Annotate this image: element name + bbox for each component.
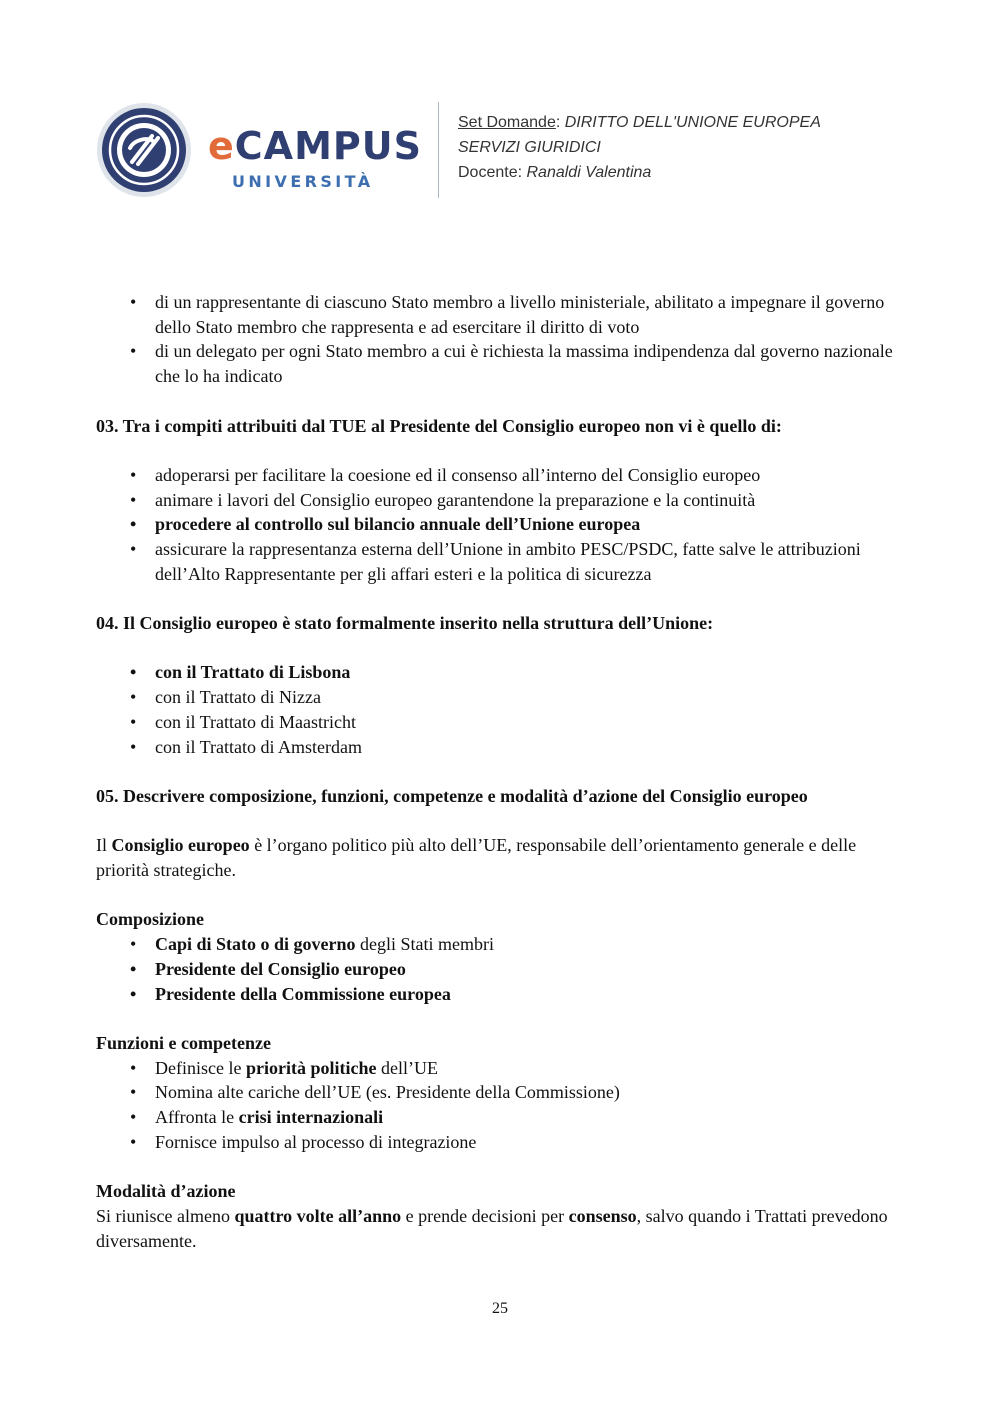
header-course-line: [458, 135, 821, 160]
header-docente-line: [458, 160, 821, 185]
correct-answer: • procedere al controllo sul bilancio annuale dell’Unione europea: [96, 512, 906, 537]
question-04-options: [96, 660, 906, 759]
list-item: • di un delegato per ogni Stato membro a cui è richiesta la massima indipendenza dal governo nazionale che lo ha indicato: [96, 339, 906, 388]
list-item: • con il Trattato di Nizza: [96, 685, 906, 710]
list-item: • Presidente della Commissione europea: [96, 982, 906, 1007]
wordmark-subtitle: UNIVERSITÀ: [232, 172, 374, 191]
question-04: 04. Il Consiglio europeo è stato formalmente inserito nella struttura dell’Unione:: [96, 613, 714, 634]
course-value: SERVIZI GIURIDICI: [458, 139, 601, 156]
modalita-text: Si riunisce almeno quattro volte all’anno e prende decisioni per consenso, salvo quando i Trattati prevedono diversamente.: [96, 1205, 888, 1251]
page-content: [96, 290, 906, 1253]
set-label: Set Domande: [458, 114, 556, 131]
list-item: • di un rappresentante di ciascuno Stato membro a livello ministeriale, abilitato a impegnare il governo dello Stato membro che rappresenta e ad esercitare il diritto di voto: [96, 290, 906, 339]
docente-label: Docente:: [458, 164, 523, 181]
wordmark-main: eCAMPUS: [208, 124, 422, 168]
composizione-heading: Composizione: [96, 909, 204, 930]
intro-bullet-list: [96, 290, 906, 389]
answer-intro: Il Consiglio europeo è l’organo politico più alto dell’UE, responsabile dell’orientamento generale e delle priorità strategiche.: [96, 835, 857, 881]
correct-answer: • con il Trattato di Lisbona: [96, 660, 906, 685]
page-header: [96, 98, 916, 202]
composizione-list: [96, 932, 906, 1006]
list-item: • Fornisce impulso al processo di integrazione: [96, 1130, 906, 1155]
list-item: • adoperarsi per facilitare la coesione ed il consenso all’interno del Consiglio europeo: [96, 463, 906, 488]
list-item: • Affronta le crisi internazionali: [96, 1105, 906, 1130]
header-info: [458, 110, 821, 185]
question-03: 03. Tra i compiti attribuiti dal TUE al Presidente del Consiglio europeo non vi è quello di:: [96, 415, 782, 436]
list-item: • Nomina alte cariche dell’UE (es. Presidente della Commissione): [96, 1080, 906, 1105]
set-value: DIRITTO DELL'UNIONE EUROPEA: [564, 114, 821, 131]
ecampus-seal-logo: [96, 102, 192, 198]
funzioni-list: [96, 1056, 906, 1155]
list-item: • Definisce le priorità politiche dell’UE: [96, 1056, 906, 1081]
ecampus-wordmark: [208, 124, 422, 194]
docente-value: Ranaldi Valentina: [526, 164, 652, 181]
list-item: • con il Trattato di Maastricht: [96, 710, 906, 735]
question-03-options: [96, 463, 906, 587]
list-item: • con il Trattato di Amsterdam: [96, 735, 906, 760]
funzioni-heading: Funzioni e competenze: [96, 1032, 271, 1053]
page-number: 25: [492, 1300, 508, 1317]
header-divider: [438, 102, 439, 198]
question-05: 05. Descrivere composizione, funzioni, competenze e modalità d’azione del Consiglio europeo: [96, 785, 808, 806]
header-set-line: Set Domande: DIRITTO DELL'UNIONE EUROPEA: [458, 114, 821, 131]
list-item: • animare i lavori del Consiglio europeo garantendone la preparazione e la continuità: [96, 488, 906, 513]
list-item: • Presidente del Consiglio europeo: [96, 957, 906, 982]
list-item: • assicurare la rappresentanza esterna dell’Unione in ambito PESC/PSDC, fatte salve le attribuzioni dell’Alto Rappresentante per gli affari esteri e la politica di sicurezza: [96, 537, 906, 586]
list-item: • Capi di Stato o di governo degli Stati membri: [96, 932, 906, 957]
modalita-heading: Modalità d’azione: [96, 1181, 236, 1202]
